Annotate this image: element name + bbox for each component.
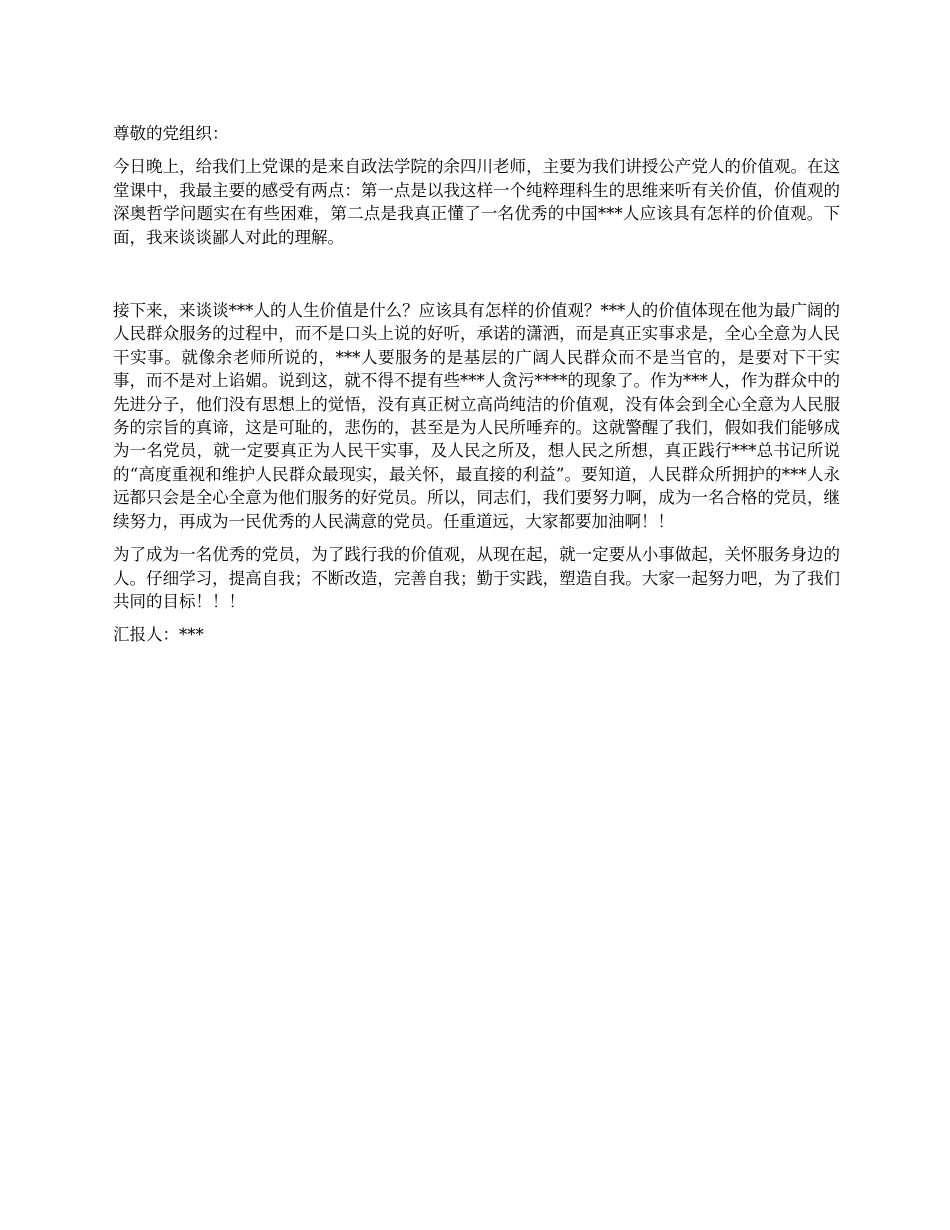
document-page <box>113 122 840 657</box>
paragraph-values: 接下来，来谈谈***人的人生价值是什么？应该具有怎样的价值观？***人的价值体现在他为最广阔的人民群众服务的过程中，而不是口头上说的好听，承诺的潇洒，而是真正实事求是，全心全意为人民干实事。就像余老师所说的，***人要服务的是基层的广阔人民群众而不是当官的，是要对下干实事，而不是对上谄媚。说到这，就不得不提有些***人贪污****的现象了。作为***人，作为群众中的先进分子，他们没有思想上的觉悟，没有真正树立高尚纯洁的价值观，没有体会到全心全意为人民服务的宗旨的真谛，这是可耻的，悲伤的，甚至是为人民所唾弃的。这就警醒了我们，假如我们能够成为一名党员，就一定要真正为人民干实事，及人民之所及，想人民之所想，真正践行***总书记所说的“高度重视和维护人民群众最现实，最关怀，最直接的利益”。要知道，人民群众所拥护的***人永远都只会是全心全意为他们服务的好党员。所以，同志们，我们要努力啊，成为一名合格的党员，继续努力，再成为一民优秀的人民满意的党员。任重道远，大家都要加油啊！！ <box>113 301 840 531</box>
salutation: 尊敬的党组织： <box>113 124 229 143</box>
paragraph-gap <box>113 259 840 299</box>
paragraph-resolution: 为了成为一名优秀的党员，为了践行我的价值观，从现在起，就一定要从小事做起，关怀服务身边的人。仔细学习，提高自我；不断改造，完善自我；勤于实践，塑造自我。大家一起努力吧，为了我们共同的目标！！！ <box>113 545 840 611</box>
paragraph-intro: 今日晚上，给我们上党课的是来自政法学院的余四川老师，主要为我们讲授公产党人的价值观。在这堂课中，我最主要的感受有两点：第一点是以我这样一个纯粹理科生的思维来听有关价值，价值观的深奥哲学问题实在有些困难，第二点是我真正懂了一名优秀的中国***人应该具有怎样的价值观。下面，我来谈谈鄙人对此的理解。 <box>113 157 840 247</box>
signature: 汇报人：*** <box>113 625 204 645</box>
